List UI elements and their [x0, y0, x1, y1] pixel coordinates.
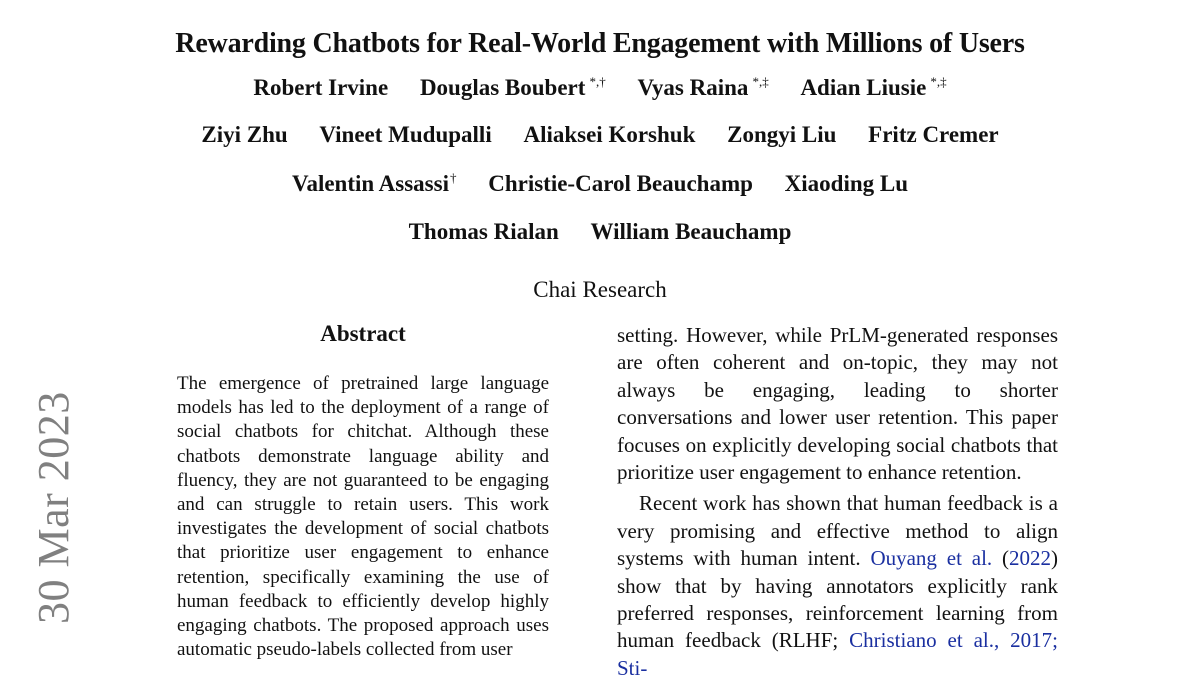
author-name: Valentin Assassi	[291, 171, 449, 196]
author: Xiaoding Lu	[784, 171, 909, 196]
paper-title: Rewarding Chatbots for Real-World Engagement with Millions of Users	[175, 28, 1025, 59]
paragraph-text: Recent work has shown that human feedback is a very promising and effective method to align systems with human intent.	[617, 491, 1058, 571]
author	[420, 74, 606, 101]
paragraph-text: show that by having annotators explicitly rank preferred responses, reinforcement learning from human feedback (RLHF;	[617, 573, 1058, 653]
affiliation-mark: *,†	[589, 74, 606, 89]
author-name: Vyas Raina	[637, 75, 749, 100]
author-name: Douglas Boubert	[419, 75, 586, 100]
body-paragraph: setting. However, while PrLM-generated responses are often coherent and on-topic, they may not always be engaging, leading to shorter conversations and lower user retention. This paper focuses on explicitly developing social chatbots that prioritize user engagement to enhance retention.	[617, 323, 1058, 485]
arxiv-date-stamp: 30 Mar 2023	[29, 391, 78, 624]
author	[292, 170, 457, 197]
author: Fritz Cremer	[868, 122, 999, 147]
body-paragraph: Recent work has shown that human feedback is a very promising and effective method to align systems with human intent. Ouyang et al. (2022) show that by having annotators explicitly rank preferred responses, reinforcement learning from human feedback (RLHF; Christiano et al., 2017; Sti-	[617, 491, 1059, 680]
author: William Beauchamp	[590, 219, 792, 244]
author: Thomas Rialan	[408, 219, 559, 244]
right-column-body	[617, 322, 1058, 682]
affiliation-mark: *,‡	[752, 74, 769, 89]
abstract-text: The emergence of pretrained large language models has led to the deployment of a range of social chatbots for chitchat. Although these chatbots demonstrate language ability and fluency, they are not guaranteed to be engaging and can struggle to retain users. This work investigates the development of social chatbots that prioritize user engagement to enhance retention, specifically examining the use of human feedback to efficiently develop highly engaging chatbots. The proposed approach uses automatic pseudo-labels collected from user	[177, 373, 549, 661]
author	[637, 74, 768, 101]
affiliation-mark: *,‡	[930, 74, 947, 89]
author: Christie-Carol Beauchamp	[488, 171, 753, 196]
author-name: Robert Irvine	[253, 75, 389, 100]
affiliation-mark: †	[449, 170, 457, 185]
citation-year-link[interactable]: 2022	[1009, 546, 1052, 571]
author: Vineet Mudupalli	[319, 122, 492, 147]
author	[800, 74, 946, 101]
citation-link[interactable]: Christiano et al., 2017; Sti-	[617, 628, 1058, 680]
affiliation: Chai Research	[533, 277, 667, 302]
author-row-2	[0, 122, 1200, 148]
citation-link[interactable]: Ouyang et al.	[870, 546, 993, 571]
author-name: Adian Liusie	[800, 75, 927, 100]
author-row-4	[0, 219, 1200, 245]
author: Ziyi Zhu	[201, 122, 288, 147]
abstract-heading: Abstract	[320, 321, 406, 346]
author-row-3	[0, 170, 1200, 197]
author	[253, 75, 388, 101]
author: Aliaksei Korshuk	[523, 122, 696, 147]
author-row-1	[0, 74, 1200, 101]
author: Zongyi Liu	[727, 122, 837, 147]
